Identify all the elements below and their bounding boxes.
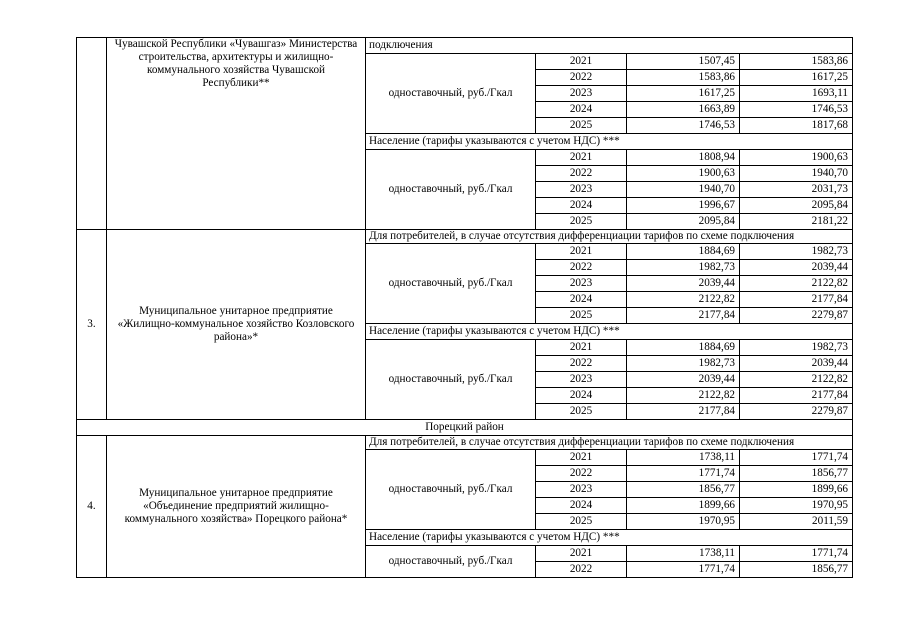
section-header-row [77,38,853,54]
tariff-value-first-half: 1738,11 [627,546,740,562]
year-cell: 2024 [536,292,627,308]
row-number-cell [77,38,107,230]
tariff-value-second-half: 2177,84 [740,292,853,308]
tariff-value-first-half: 1771,74 [627,562,740,578]
tariff-value-first-half: 1996,67 [627,198,740,214]
year-cell: 2024 [536,102,627,118]
year-cell: 2021 [536,150,627,166]
tariff-value-first-half: 1617,25 [627,86,740,102]
tariff-value-second-half: 2177,84 [740,388,853,404]
year-cell: 2021 [536,450,627,466]
year-cell: 2024 [536,498,627,514]
district-name: Порецкий район [77,420,853,436]
tariff-value-first-half: 1583,86 [627,70,740,86]
population-header: Население (тарифы указываются с учетом НДС) *** [366,134,853,150]
year-cell: 2022 [536,562,627,578]
tariff-table-body [77,38,853,578]
tariff-value-first-half: 2177,84 [627,404,740,420]
tariff-value-first-half: 1900,63 [627,166,740,182]
year-cell: 2025 [536,404,627,420]
population-header: Население (тарифы указываются с учетом НДС) *** [366,530,853,546]
year-cell: 2023 [536,86,627,102]
tariff-value-first-half: 2122,82 [627,292,740,308]
tariff-type-cell: одноставочный, руб./Гкал [366,450,536,530]
tariff-value-second-half: 1693,11 [740,86,853,102]
tariff-value-first-half: 1982,73 [627,356,740,372]
tariff-value-first-half: 1856,77 [627,482,740,498]
year-cell: 2024 [536,388,627,404]
tariff-value-second-half: 1900,63 [740,150,853,166]
consumers-header: Для потребителей, в случае отсутствия дифференциации тарифов по схеме подключения [366,230,853,244]
tariff-value-second-half: 2279,87 [740,308,853,324]
tariff-type-cell: одноставочный, руб./Гкал [366,54,536,134]
tariff-value-second-half: 1856,77 [740,466,853,482]
tariff-value-first-half: 2095,84 [627,214,740,230]
tariff-value-first-half: 1808,94 [627,150,740,166]
tariff-value-second-half: 1746,53 [740,102,853,118]
tariff-value-second-half: 2039,44 [740,356,853,372]
year-cell: 2021 [536,546,627,562]
section-header-row [77,230,853,244]
year-cell: 2022 [536,70,627,86]
tariff-value-first-half: 2177,84 [627,308,740,324]
organization-name: Чувашской Республики «Чувашгаз» Министерства строительства, архитектуры и жилищно-коммунального хозяйства Чувашской Республики** [107,38,366,230]
tariff-value-second-half: 2031,73 [740,182,853,198]
tariff-value-second-half: 1856,77 [740,562,853,578]
year-cell: 2023 [536,182,627,198]
population-header: Население (тарифы указываются с учетом НДС) *** [366,324,853,340]
tariff-value-second-half: 1771,74 [740,546,853,562]
tariff-type-cell: одноставочный, руб./Гкал [366,340,536,420]
tariff-value-second-half: 1982,73 [740,244,853,260]
organization-name: Муниципальное унитарное предприятие «Жилищно-коммунальное хозяйство Козловского района»* [107,230,366,420]
tariff-value-first-half: 1982,73 [627,260,740,276]
tariff-value-first-half: 1899,66 [627,498,740,514]
tariff-value-first-half: 1884,69 [627,244,740,260]
year-cell: 2023 [536,482,627,498]
tariff-value-second-half: 1982,73 [740,340,853,356]
tariff-value-second-half: 2122,82 [740,276,853,292]
tariff-value-second-half: 2181,22 [740,214,853,230]
year-cell: 2023 [536,276,627,292]
year-cell: 2024 [536,198,627,214]
organization-name: Муниципальное унитарное предприятие «Объединение предприятий жилищно-коммунального хозяйства» Порецкого района* [107,436,366,578]
tariff-table [76,37,853,578]
tariff-value-second-half: 1771,74 [740,450,853,466]
tariff-value-first-half: 1738,11 [627,450,740,466]
tariff-type-cell: одноставочный, руб./Гкал [366,546,536,578]
tariff-value-second-half: 2011,59 [740,514,853,530]
tariff-value-first-half: 1663,89 [627,102,740,118]
tariff-value-second-half: 1817,68 [740,118,853,134]
year-cell: 2022 [536,356,627,372]
tariff-value-first-half: 1940,70 [627,182,740,198]
tariff-value-first-half: 1507,45 [627,54,740,70]
year-cell: 2025 [536,214,627,230]
tariff-value-second-half: 1970,95 [740,498,853,514]
section-header-row [77,436,853,450]
tariff-value-second-half: 1583,86 [740,54,853,70]
year-cell: 2025 [536,118,627,134]
tariff-value-second-half: 2279,87 [740,404,853,420]
tariff-value-first-half: 1884,69 [627,340,740,356]
tariff-value-first-half: 2122,82 [627,388,740,404]
tariff-type-cell: одноставочный, руб./Гкал [366,150,536,230]
year-cell: 2025 [536,514,627,530]
tariff-value-first-half: 1970,95 [627,514,740,530]
consumers-header: Для потребителей, в случае отсутствия дифференциации тарифов по схеме подключения [366,436,853,450]
tariff-value-first-half: 2039,44 [627,276,740,292]
year-cell: 2022 [536,166,627,182]
tariff-value-second-half: 1617,25 [740,70,853,86]
district-row [77,420,853,436]
tariff-value-second-half: 2039,44 [740,260,853,276]
tariff-value-first-half: 1746,53 [627,118,740,134]
tariff-type-cell: одноставочный, руб./Гкал [366,244,536,324]
row-number-cell: 3. [77,230,107,420]
year-cell: 2021 [536,54,627,70]
year-cell: 2025 [536,308,627,324]
tariff-value-second-half: 2122,82 [740,372,853,388]
tariff-value-second-half: 1899,66 [740,482,853,498]
year-cell: 2022 [536,260,627,276]
row-number-cell: 4. [77,436,107,578]
tariff-value-first-half: 2039,44 [627,372,740,388]
year-cell: 2022 [536,466,627,482]
year-cell: 2021 [536,244,627,260]
tariff-value-first-half: 1771,74 [627,466,740,482]
tariff-value-second-half: 1940,70 [740,166,853,182]
year-cell: 2023 [536,372,627,388]
tariff-value-second-half: 2095,84 [740,198,853,214]
consumers-header: подключения [366,38,853,54]
year-cell: 2021 [536,340,627,356]
